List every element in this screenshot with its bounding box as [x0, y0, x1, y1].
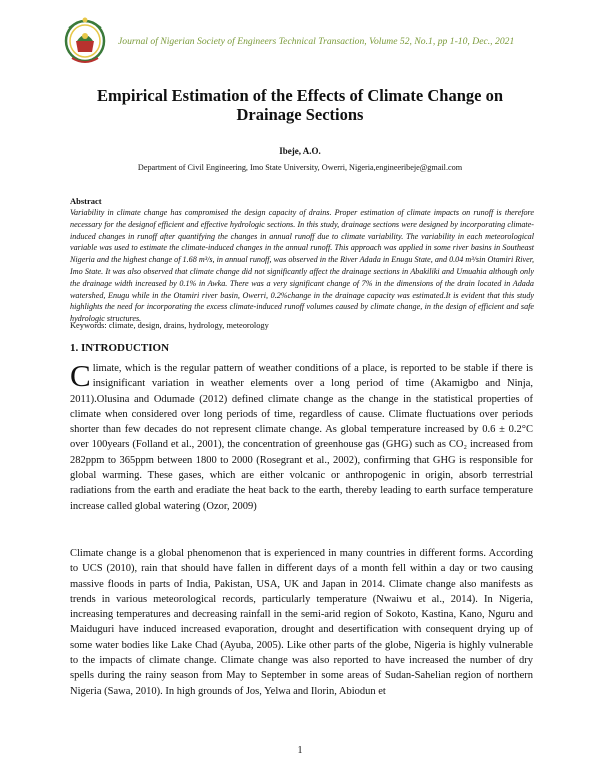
section-heading: 1. INTRODUCTION	[70, 342, 170, 354]
intro-paragraph-2: Climate change is a global phenomenon that is experienced in many countries in different forms. According to UCS (2010), rain that should have fallen in different days of a month fell within a day or two causing massive floods in parts of India, Pakistan, USA, UK and Japan in 2014. Climate change also manifests as trends in various meteorological records, particularly temperature (Nwaiwu et al., 2014). In Nigeria, increasing temperatures and decreasing rainfall in the semi-arid region of Sokoto, Kastina, Kano, Nguru and Maiduguri have induced increased evaporation, drought and desertification with consequent drying up of some water bodies like Lake Chad (Ayuba, 2005). Like other parts of the globe, Nigeria is highly vulnerable to the impacts of climate change. Climate change was also reported to have increased the number of dry spells during the rainy season from May to September in some areas of Sudan-Sahelian region of northern Nigeria (Sawa, 2010). In high grounds of Jos, Yelwa and Ilorin, Abiodun et	[70, 548, 533, 697]
intro-paragraph-1	[70, 358, 533, 514]
paper-title: Empirical Estimation of the Effects of Climate Change on Drainage Sections	[96, 86, 504, 124]
abstract-text: Variability in climate change has compromised the design capacity of drains. Proper estimation of climate impacts on runoff is therefore necessary for the designof efficient and effective hydrologic sections. In this study, drainage sections were designed by incorporating climate-induced changes in runoff after quantifying the changes in annual runoff due to climate variability. The variability in each meteorological variable was used to estimate the climate-induced changes in the annual runoff. This approach was applied in some river basins in Southeast Nigeria and the highest change of 1.68 m³/s, in annual runoff, was observed in the River Adada in Enugu State, and 0.04 m³/sin Otamiri River, Imo State. It was also observed that climate change did not significantly affect the drainage sections in Abakiliki and Umuahia although only the drainage width increased by 0.1% in Awka. There was a very significant change of 7% in the dimensions of the drain located in Adada watershed, Enugu while in the Otamiri river basin, Owerri, 0.2%change in the drainage capacity was estimated.It is evident that this study highlights the need for incorporating the excess climate-induced runoff volumes caused by climate change, in the design of efficient and safe hydrologic structures.	[70, 208, 534, 324]
society-logo	[62, 14, 108, 64]
keywords: Keywords: climate, design, drains, hydrology, meteorology	[70, 321, 269, 330]
author-name: Ibeje, A.O.	[279, 146, 321, 156]
page-number: 1	[297, 745, 303, 756]
author-affiliation: Department of Civil Engineering, Imo State University, Owerri, Nigeria,engineeribeje@gmail.com	[137, 163, 463, 172]
abstract-heading: Abstract	[70, 196, 102, 206]
journal-header: Journal of Nigerian Society of Engineers Technical Transaction, Volume 52, No.1, pp 1-10, Dec., 2021	[118, 36, 515, 47]
intro-paragraph-1-text: limate, which is the regular pattern of weather conditions of a place, is reported to be stable if there is insignificant variation in weather elements over a long period of time (Akamigbo and Ninja, 2011).Olusina and Odumade (2012) defined climate change as the change in the statistical properties of climate when considered over long periods of time, regardless of cause. Climate fluctuations over periods shorter than few decades do not represent climate change. As global temperature increased by 0.6 ± 0.2°C over 100years (Folland et al., 2001), the concentration of greenhouse gas (GHG) such as CO₂ increased from 282ppm to 365ppm between 1800 to 2000 (Rosegrant et al., 2002), confirming that GHG is responsible for global warming. These gases, which are either volcanic or anthropogenic in origin, absorb terrestrial radiations from the earth and eradiate the heat back to the earth, thereby leading to earth surface temperature increase called global watering (Ozor, 2009)	[70, 363, 533, 512]
drop-cap: C	[70, 358, 91, 393]
